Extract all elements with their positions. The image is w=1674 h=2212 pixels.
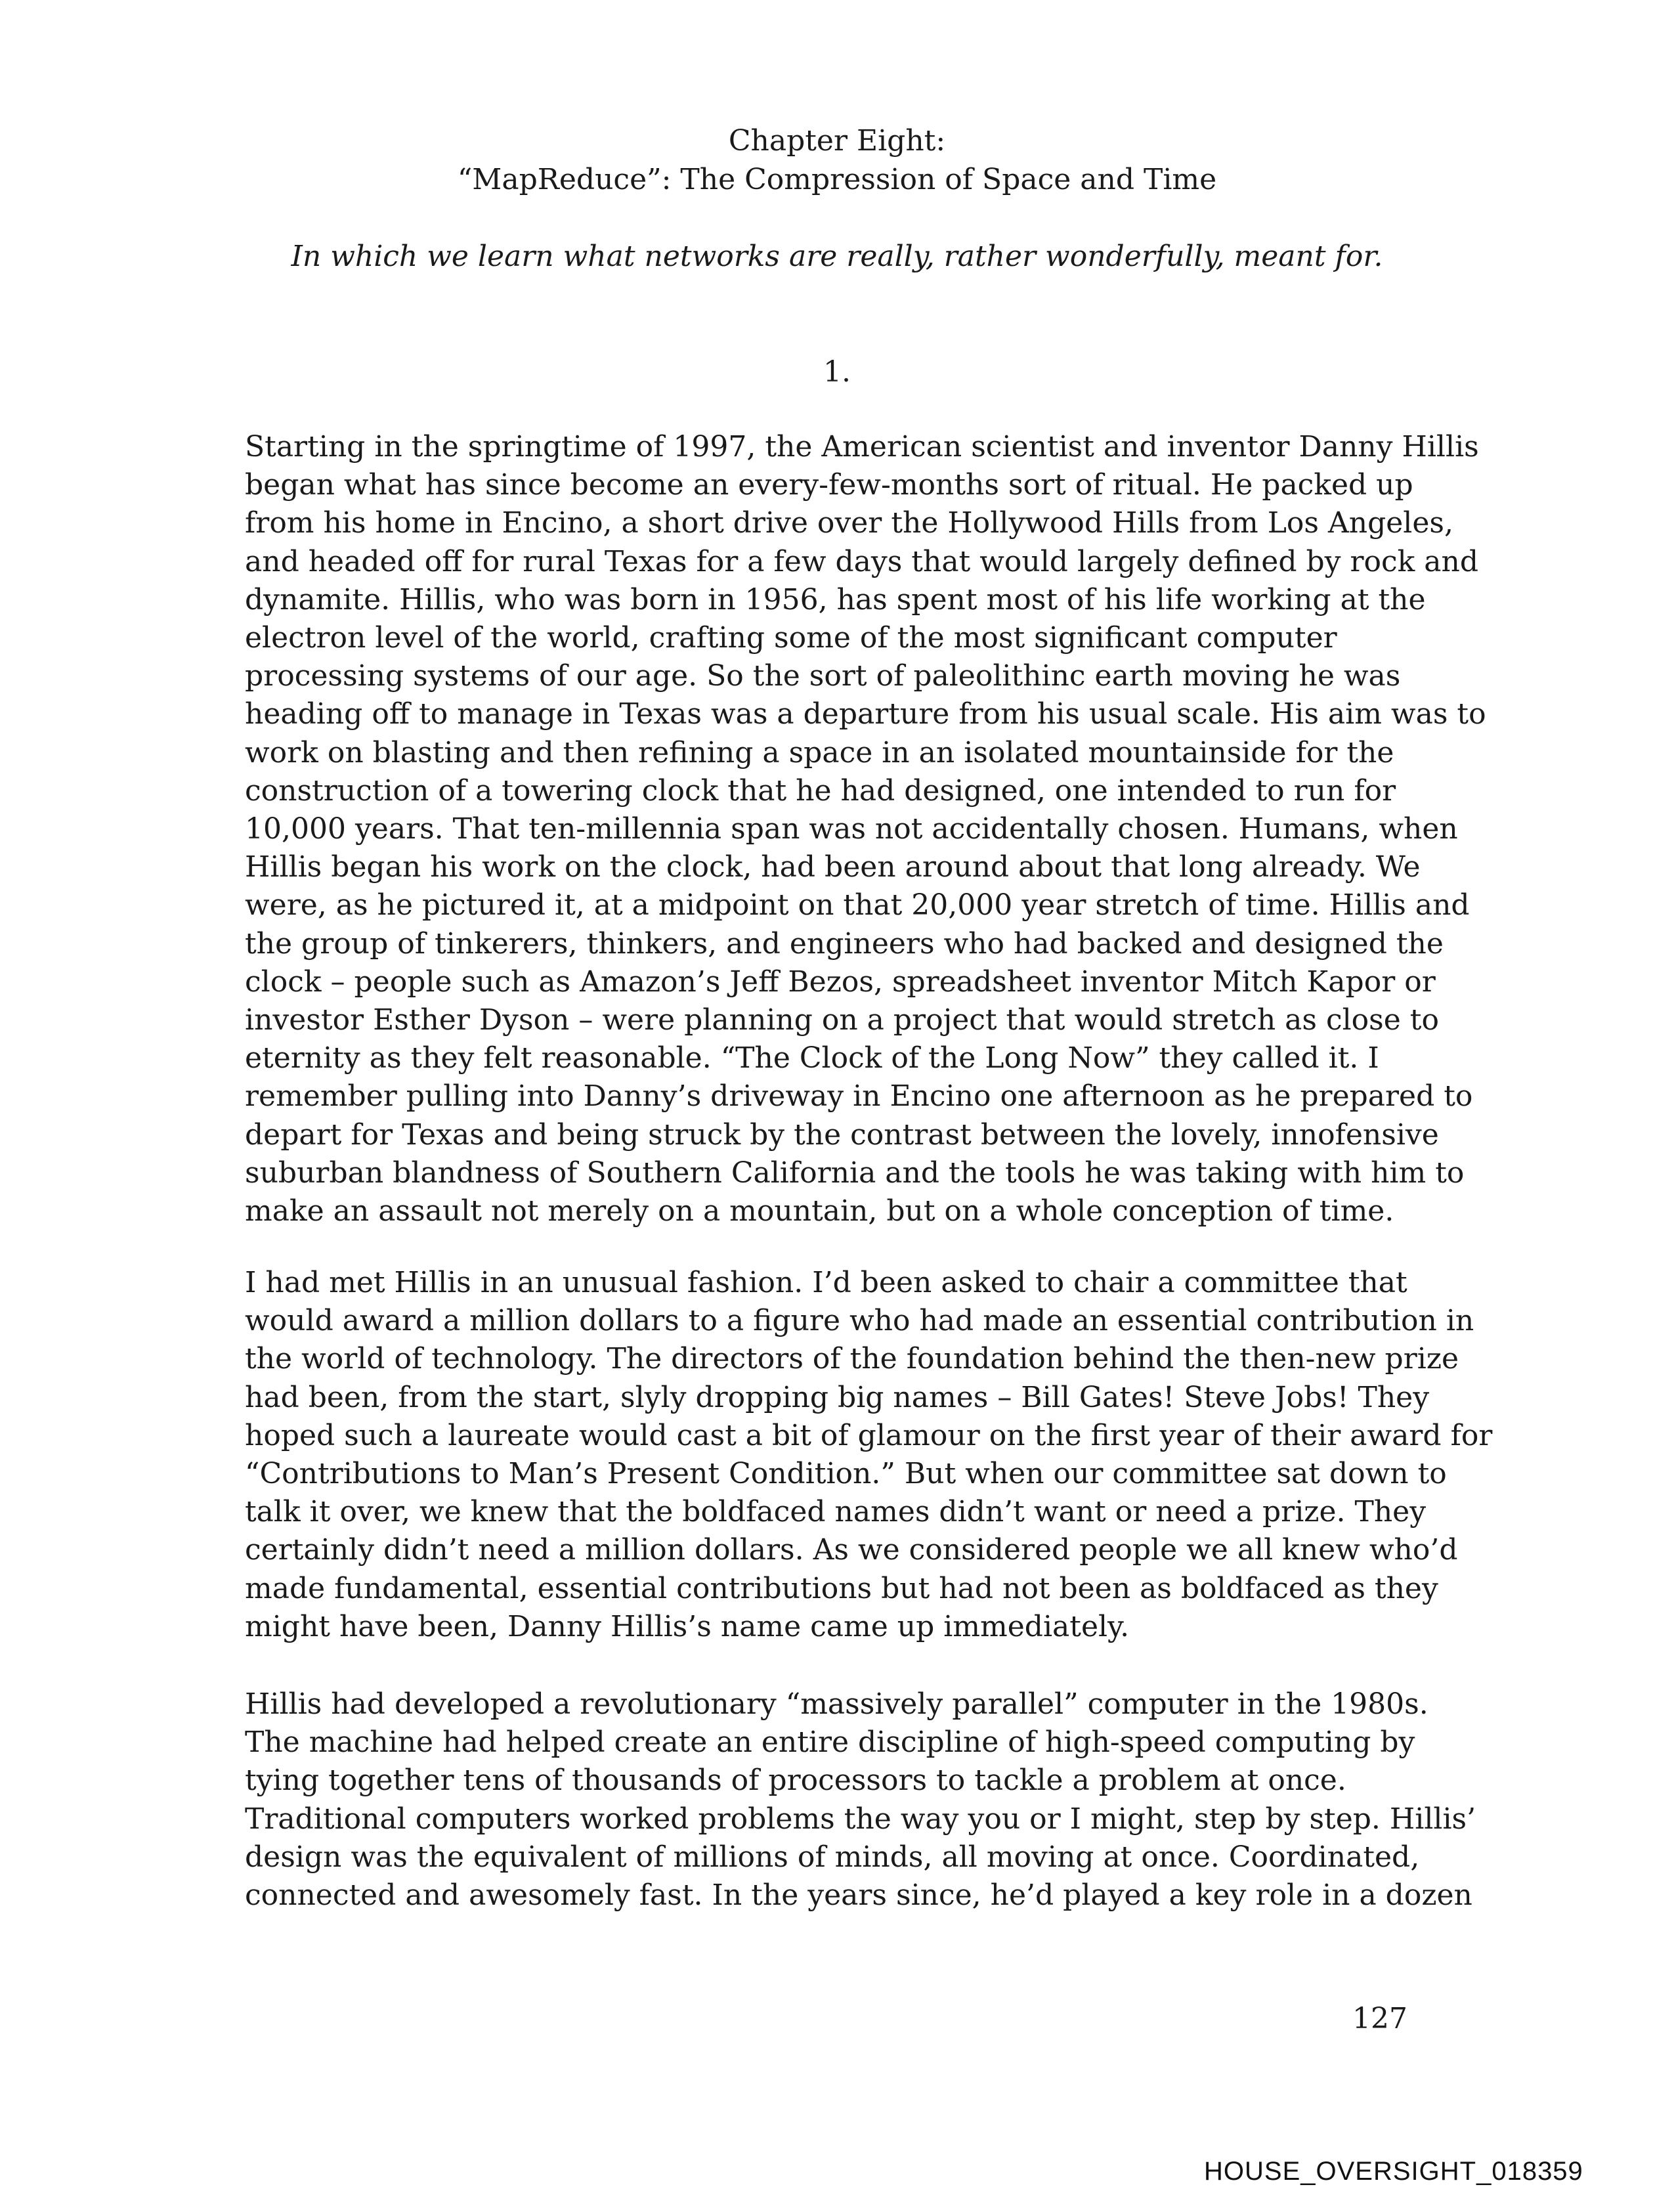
paragraph — [245, 1264, 1492, 1646]
paragraph-line: processing systems of our age. So the sort of paleolithinc earth moving he was — [245, 659, 1401, 693]
paragraph-line: would award a million dollars to a figure who had made an essential contribution in — [245, 1304, 1474, 1338]
section-number: 1. — [823, 355, 851, 389]
paragraph-line: from his home in Encino, a short drive over the Hollywood Hills from Los Angeles, — [245, 506, 1453, 540]
paragraph-line: suburban blandness of Southern California and the tools he was taking with him to — [245, 1156, 1465, 1190]
paragraph-line: the world of technology. The directors of the foundation behind the then-new prize — [245, 1342, 1459, 1376]
chapter-epigraph: In which we learn what networks are really, rather wonderfully, meant for. — [291, 240, 1383, 273]
bates-stamp: HOUSE_OVERSIGHT_018359 — [1204, 2157, 1583, 2186]
paragraph-line: Starting in the springtime of 1997, the American scientist and inventor Danny Hillis — [245, 430, 1479, 464]
chapter-title: “MapReduce”: The Compression of Space and Time — [457, 163, 1217, 196]
paragraph-line: Hillis began his work on the clock, had been around about that long already. We — [245, 850, 1421, 884]
paragraph-line: Traditional computers worked problems the way you or I might, step by step. Hillis’ — [245, 1802, 1476, 1836]
paragraph-line: eternity as they felt reasonable. “The Clock of the Long Now” they called it. I — [245, 1041, 1379, 1075]
paragraph-line: heading off to manage in Texas was a departure from his usual scale. His aim was to — [245, 697, 1486, 731]
paragraph-line: and headed off for rural Texas for a few days that would largely defined by rock and — [245, 544, 1479, 578]
paragraph-line: 10,000 years. That ten-millennia span was not accidentally chosen. Humans, when — [245, 812, 1458, 846]
paragraph-line: “Contributions to Man’s Present Condition.” But when our committee sat down to — [245, 1457, 1447, 1491]
paragraph — [245, 1685, 1476, 1915]
paragraph-line: design was the equivalent of millions of minds, all moving at once. Coordinated, — [245, 1840, 1420, 1874]
paragraph-line: Hillis had developed a revolutionary “massively parallel” computer in the 1980s. — [245, 1687, 1428, 1721]
paragraph-line: electron level of the world, crafting some of the most significant computer — [245, 621, 1337, 655]
paragraph-line: the group of tinkerers, thinkers, and engineers who had backed and designed the — [245, 926, 1444, 961]
paragraph-line: work on blasting and then refining a space in an isolated mountainside for the — [245, 735, 1394, 770]
paragraph — [245, 428, 1486, 1230]
paragraph-line: began what has since become an every-few-months sort of ritual. He packed up — [245, 468, 1413, 502]
page-number: 127 — [1352, 2002, 1407, 2035]
paragraph-line: tying together tens of thousands of processors to tackle a problem at once. — [245, 1764, 1346, 1798]
paragraph-line: certainly didn’t need a million dollars. As we considered people we all knew who’d — [245, 1533, 1458, 1567]
paragraph-line: might have been, Danny Hillis’s name came up immediately. — [245, 1609, 1130, 1643]
paragraph-line: talk it over, we knew that the boldfaced names didn’t want or need a prize. They — [245, 1495, 1427, 1529]
chapter-label: Chapter Eight: — [728, 124, 946, 158]
paragraph-line: investor Esther Dyson – were planning on a project that would stretch as close to — [245, 1003, 1439, 1037]
paragraph-line: connected and awesomely fast. In the years since, he’d played a key role in a dozen — [245, 1878, 1472, 1913]
paragraph-line: were, as he pictured it, at a midpoint on that 20,000 year stretch of time. Hillis and — [245, 888, 1470, 922]
paragraph-line: clock – people such as Amazon’s Jeff Bezos, spreadsheet inventor Mitch Kapor or — [245, 965, 1436, 999]
paragraph-line: depart for Texas and being struck by the contrast between the lovely, innofensive — [245, 1117, 1439, 1152]
paragraph-line: The machine had helped create an entire discipline of high-speed computing by — [245, 1725, 1415, 1760]
paragraph-line: make an assault not merely on a mountain, but on a whole conception of time. — [245, 1194, 1394, 1228]
paragraph-line: made fundamental, essential contributions but had not been as boldfaced as they — [245, 1571, 1438, 1605]
paragraph-line: dynamite. Hillis, who was born in 1956, has spent most of his life working at the — [245, 582, 1426, 617]
paragraph-line: construction of a towering clock that he had designed, one intended to run for — [245, 773, 1396, 808]
paragraph-line: remember pulling into Danny’s driveway in Encino one afternoon as he prepared to — [245, 1079, 1473, 1114]
paragraph-line: had been, from the start, slyly dropping big names – Bill Gates! Steve Jobs! They — [245, 1380, 1430, 1414]
paragraph-line: hoped such a laureate would cast a bit of glamour on the first year of their award for — [245, 1418, 1493, 1452]
paragraph-line: I had met Hillis in an unusual fashion. I’d been asked to chair a committee that — [245, 1266, 1407, 1299]
